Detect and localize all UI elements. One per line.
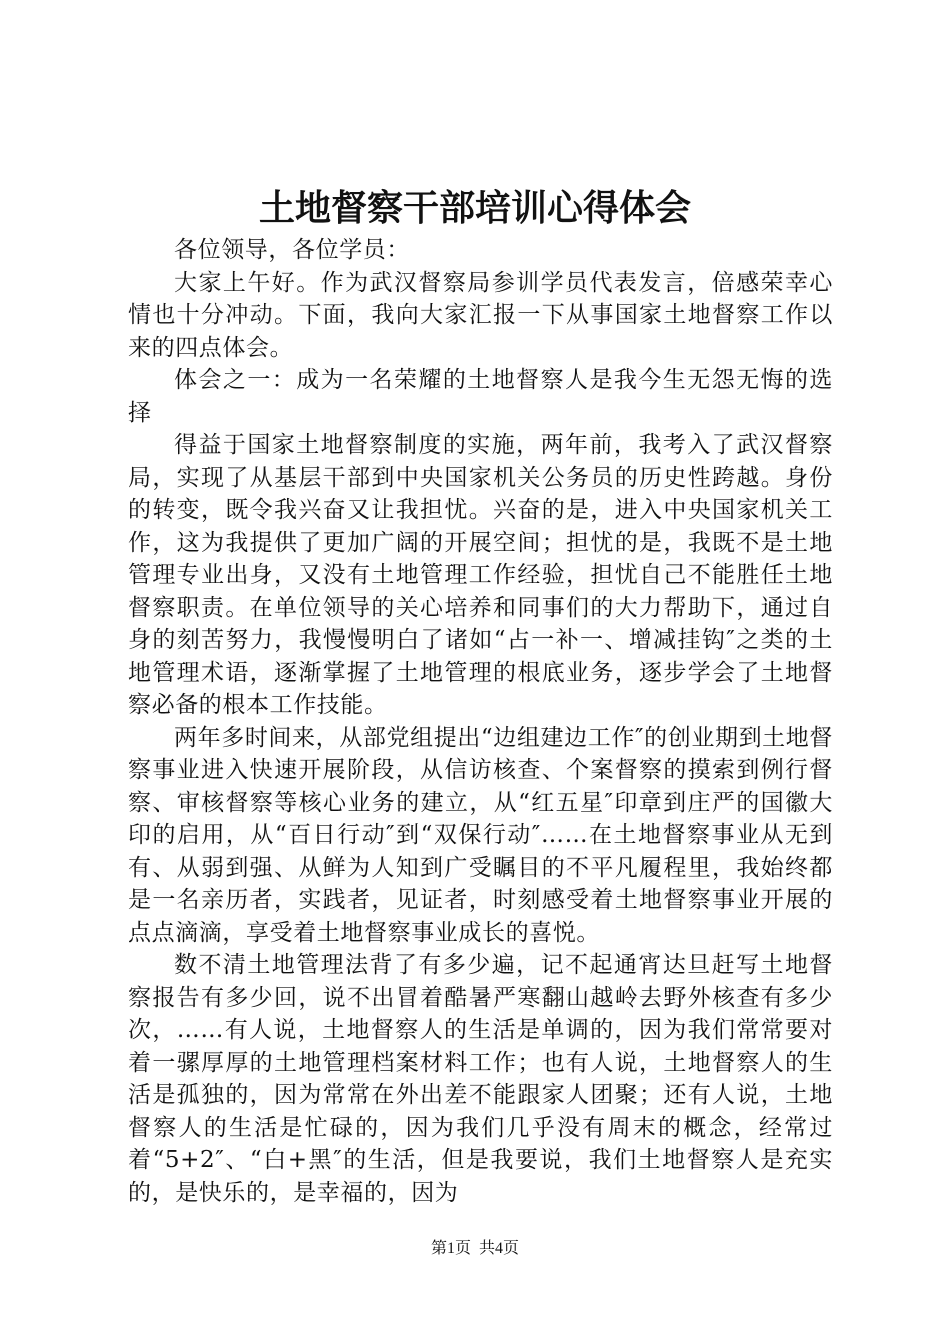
page-total: 共4页	[479, 1240, 520, 1257]
document-title: 土地督察干部培训心得体会	[258, 187, 691, 229]
paragraph-heading-one: 体会之一：成为一名荣耀的土地督察人是我今生无怨无悔的选择	[128, 367, 833, 426]
paragraph-body: 数不清土地管理法背了有多少遍，记不起通宵达旦赶写土地督察报告有多少回，说不出冒着酷暑严寒翻山越岭去野外核查有多少次，……有人说，土地督察人的生活是单调的，因为我们常常要对着一骡厚厚的土地管理档案材料工作；也有人说，土地督察人的生活是孤独的，因为常常在外出差不能跟家人团聚；还有人说，土地督察人的生活是忙碌的，因为我们几乎没有周末的概念，经常过着“5+2″、“白+黑″的生活，但是我要说，我们土地督察人是充实的，是快乐的，是幸福的，因为	[128, 952, 833, 1206]
page-number: 第1页	[430, 1240, 471, 1257]
paragraph-greeting: 各位领导，各位学员：	[174, 237, 410, 263]
paragraph-intro: 大家上午好。作为武汉督察局参训学员代表发言，倍感荣幸心情也十分冲动。下面，我向大家汇报一下从事国家土地督察工作以来的四点体会。	[128, 269, 833, 361]
page-footer	[0, 1237, 950, 1261]
paragraph-body: 两年多时间来，从部党组提出“边组建边工作″的创业期到土地督察事业进入快速开展阶段，从信访核查、个案督察的摸索到例行督察、审核督察等核心业务的建立，从“红五星″印章到庄严的国徽大印的启用，从“百日行动″到“双保行动″……在土地督察事业从无到有、从弱到强、从鲜为人知到广受瞩目的不平凡履程里，我始终都是一名亲历者，实践者，见证者，时刻感受着土地督察事业开展的点点滴滴，享受着土地督察事业成长的喜悦。	[128, 724, 833, 946]
paragraph-body: 得益于国家土地督察制度的实施，两年前，我考入了武汉督察局，实现了从基层干部到中央国家机关公务员的历史性跨越。身份的转变，既令我兴奋又让我担忧。兴奋的是，进入中央国家机关工作，这为我提供了更加广阔的开展空间；担忧的是，我既不是土地管理专业出身，又没有土地管理工作经验，担忧自己不能胜任土地督察职责。在单位领导的关心培养和同事们的大力帮助下，通过自身的刻苦努力，我慢慢明白了诸如“占一补一、增减挂钩″之类的土地管理术语，逐渐掌握了土地管理的根底业务，逐步学会了土地督察必备的根本工作技能。	[128, 432, 833, 718]
document-body	[128, 234, 833, 1209]
